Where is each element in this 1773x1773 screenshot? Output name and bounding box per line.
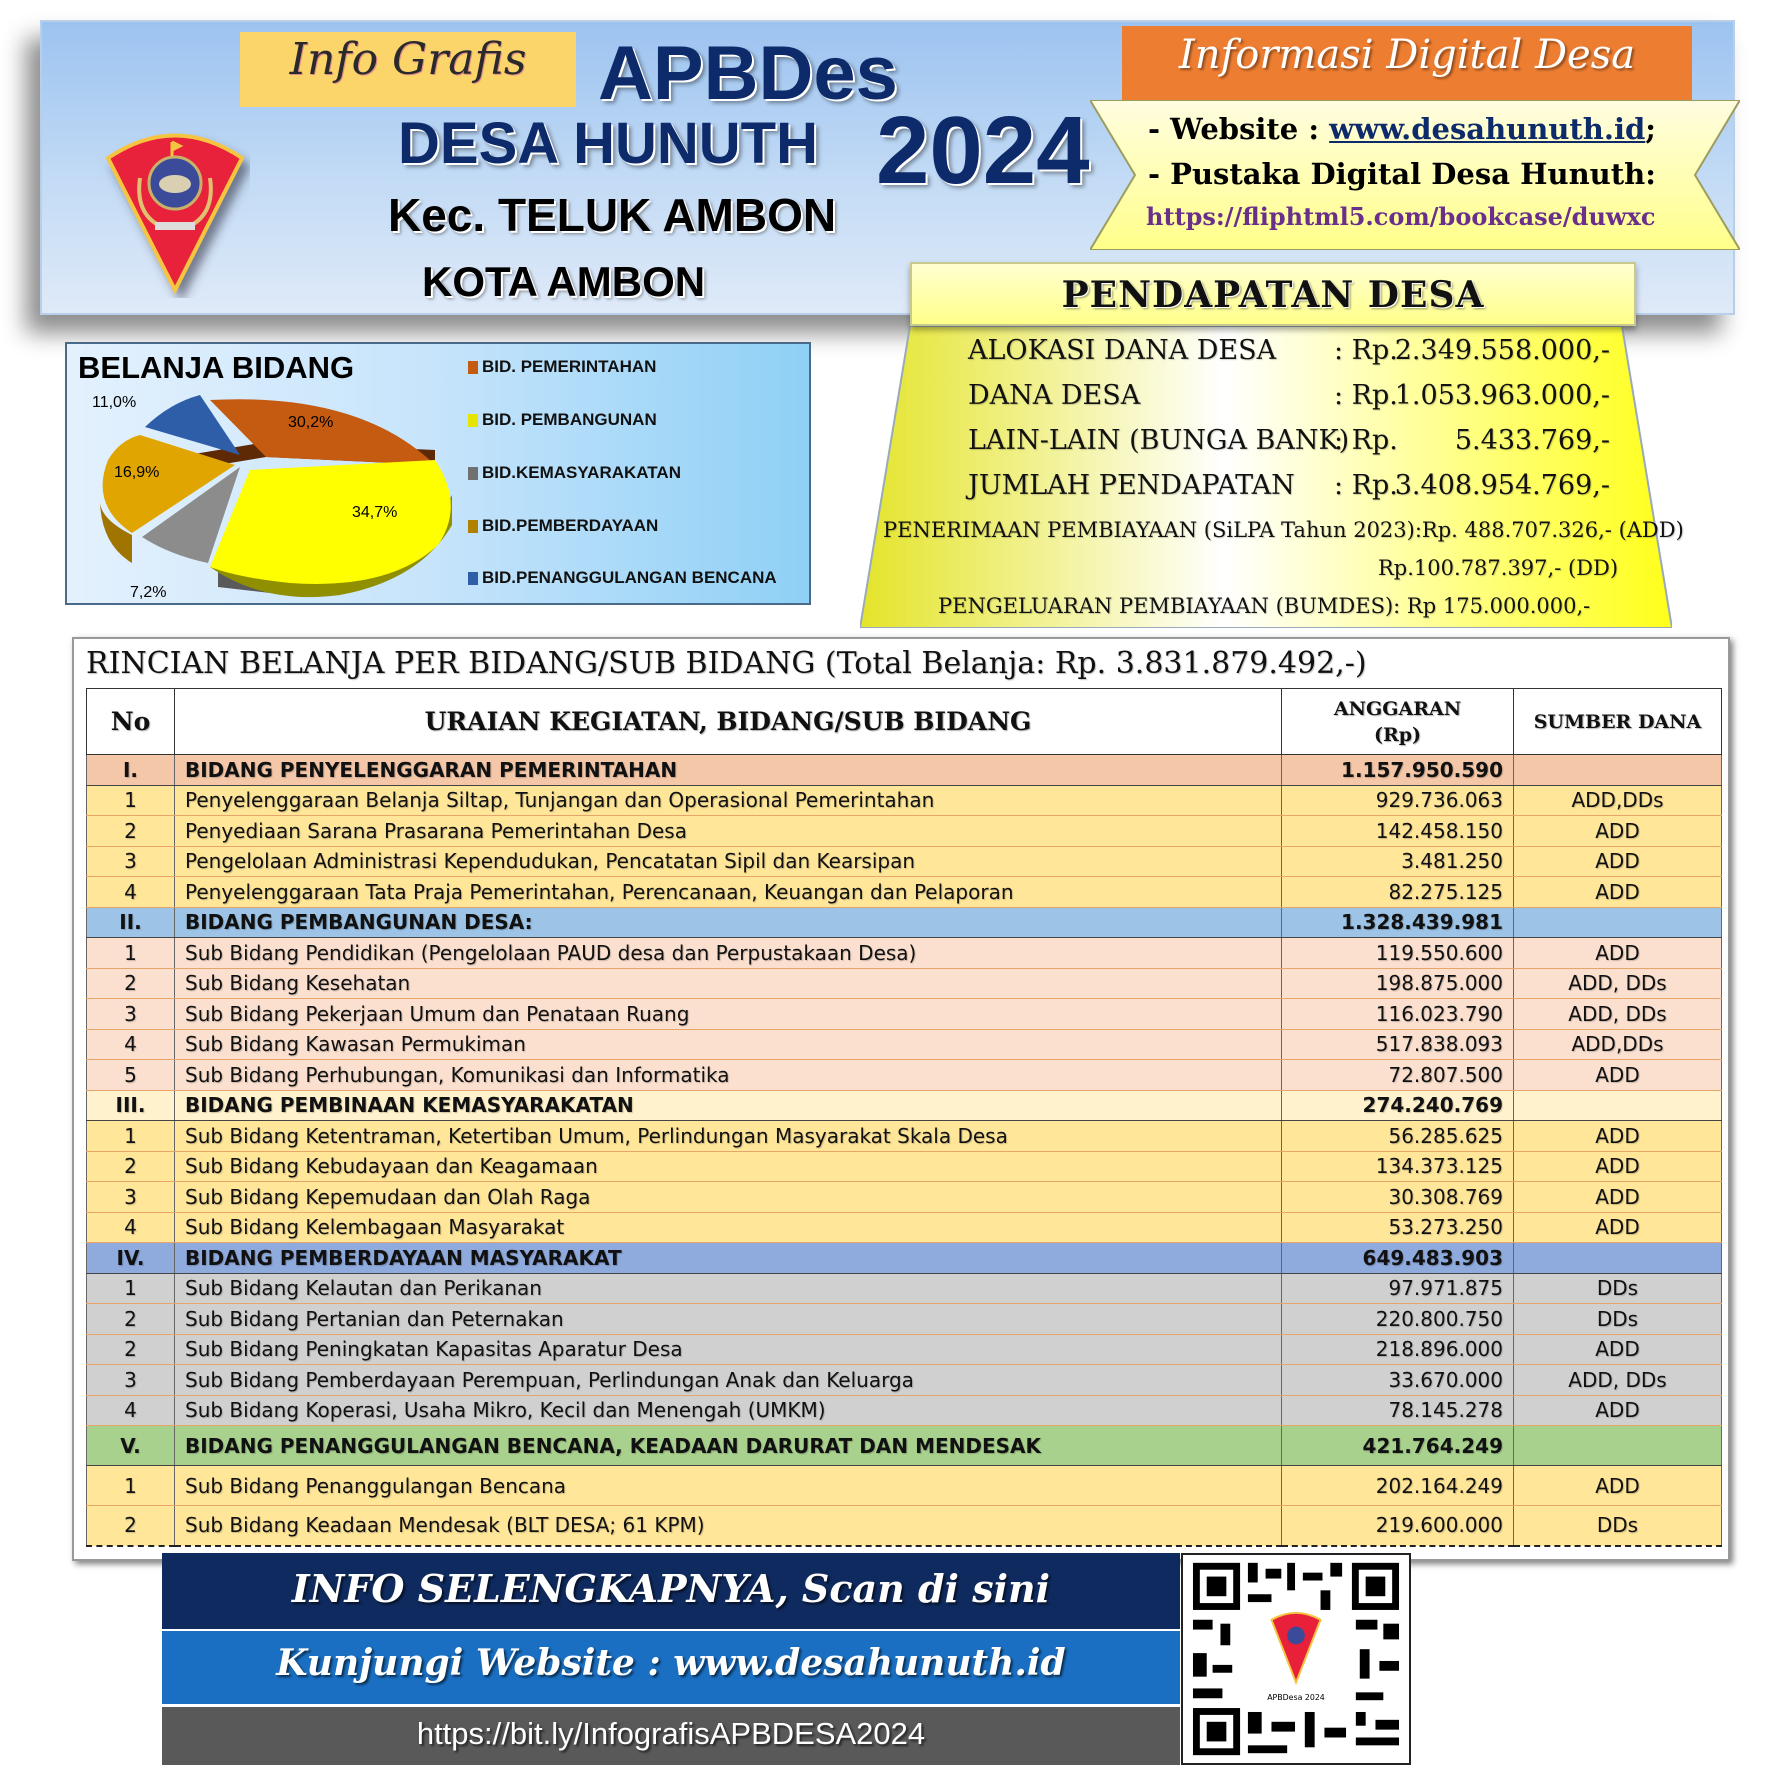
pendapatan-colon: : Rp.: [1334, 380, 1398, 411]
cell-sumber: DDs: [1514, 1506, 1722, 1546]
cell-uraian: Sub Bidang Perhubungan, Komunikasi dan Informatika: [175, 1060, 1282, 1091]
cell-sumber: [1514, 1090, 1722, 1121]
pie-chart: [90, 385, 470, 610]
table-row: [87, 1506, 1722, 1546]
cell-sumber: ADD: [1514, 1212, 1722, 1243]
table-row: [87, 816, 1722, 847]
cell-uraian: Sub Bidang Kelembagaan Masyarakat: [175, 1212, 1282, 1243]
pendapatan-colon: : Rp.: [1334, 335, 1398, 366]
pendapatan-label: JUMLAH PENDAPATAN: [968, 470, 1295, 501]
cell-uraian: BIDANG PEMBERDAYAAN MASYARAKAT: [175, 1243, 1282, 1274]
legend-label: BID. PEMERINTAHAN: [482, 357, 657, 376]
cell-no: 2: [87, 1334, 175, 1365]
cell-sumber: ADD: [1514, 816, 1722, 847]
cell-uraian: Sub Bidang Penanggulangan Bencana: [175, 1466, 1282, 1506]
cell-uraian: Pengelolaan Administrasi Kependudukan, Pencatatan Sipil dan Kearsipan: [175, 846, 1282, 877]
cell-anggaran: 1.157.950.590: [1282, 755, 1514, 786]
page-title: APBDes: [598, 31, 898, 116]
cell-no: IV.: [87, 1243, 175, 1274]
legend-swatch: [468, 361, 478, 374]
cell-sumber: ADD, DDs: [1514, 1365, 1722, 1396]
cell-sumber: DDs: [1514, 1304, 1722, 1335]
cell-uraian: Sub Bidang Kawasan Permukiman: [175, 1029, 1282, 1060]
cell-no: 1: [87, 1273, 175, 1304]
cell-sumber: ADD, DDs: [1514, 999, 1722, 1030]
pendapatan-amount: 3.408.954.769,-: [1394, 470, 1610, 501]
cell-uraian: Penyelenggaraan Belanja Siltap, Tunjangan dan Operasional Pemerintahan: [175, 785, 1282, 816]
penerimaan-pembiayaan-dd: Rp.100.787.397,- (DD): [1378, 556, 1619, 580]
table-row: [87, 1273, 1722, 1304]
cell-sumber: [1514, 907, 1722, 938]
pendapatan-colon: : Rp.: [1334, 470, 1398, 501]
cell-anggaran: 421.764.249: [1282, 1426, 1514, 1466]
legend-item-pemberdayaan: [468, 516, 658, 536]
pendapatan-label: ALOKASI DANA DESA: [968, 335, 1277, 366]
cell-no: 5: [87, 1060, 175, 1091]
cell-anggaran: 220.800.750: [1282, 1304, 1514, 1335]
cell-no: III.: [87, 1090, 175, 1121]
legend-item-penanggulangan: [468, 568, 777, 588]
cell-no: 3: [87, 1365, 175, 1396]
table-row: [87, 846, 1722, 877]
table-caption: RINCIAN BELANJA PER BIDANG/SUB BIDANG (Total Belanja: Rp. 3.831.879.492,-): [86, 646, 1367, 681]
pendapatan-amount: 2.349.558.000,-: [1394, 335, 1610, 366]
cell-sumber: ADD,DDs: [1514, 1029, 1722, 1060]
qr-caption: APBDesa 2024: [1267, 1693, 1325, 1703]
cell-anggaran: 274.240.769: [1282, 1090, 1514, 1121]
table-row: [87, 1212, 1722, 1243]
cell-sumber: ADD: [1514, 1121, 1722, 1152]
kecamatan: Kec. TELUK AMBON: [388, 189, 837, 241]
table-row: [87, 1334, 1722, 1365]
infografis-label: Info Grafis: [289, 34, 527, 85]
cell-sumber: [1514, 755, 1722, 786]
cell-uraian: Sub Bidang Kebudayaan dan Keagamaan: [175, 1151, 1282, 1182]
cell-no: 2: [87, 816, 175, 847]
info-digital-title: Informasi Digital Desa: [1178, 32, 1636, 78]
cell-sumber: ADD: [1514, 877, 1722, 908]
cell-uraian: Penyediaan Sarana Prasarana Pemerintahan Desa: [175, 816, 1282, 847]
cell-uraian: Sub Bidang Kepemudaan dan Olah Raga: [175, 1182, 1282, 1213]
table-row: [87, 1466, 1722, 1506]
belanja-table: [86, 688, 1722, 1547]
table-row: [87, 1395, 1722, 1426]
cell-no: 4: [87, 1212, 175, 1243]
cell-no: 3: [87, 1182, 175, 1213]
legend-label: BID.PENANGGULANGAN BENCANA: [482, 568, 777, 587]
cell-sumber: ADD: [1514, 1395, 1722, 1426]
cell-no: V.: [87, 1426, 175, 1466]
scan-text: INFO SELENGKAPNYA, Scan di sini: [291, 1566, 1051, 1611]
cell-no: 1: [87, 1121, 175, 1152]
cell-uraian: Sub Bidang Pemberdayaan Perempuan, Perlindungan Anak dan Keluarga: [175, 1365, 1282, 1396]
legend-swatch: [468, 520, 478, 533]
legend-item-pemerintahan: [468, 357, 656, 377]
legend-swatch: [468, 414, 478, 427]
cell-no: 2: [87, 1304, 175, 1335]
legend-swatch: [468, 467, 478, 480]
cell-sumber: ADD: [1514, 1466, 1722, 1506]
cell-anggaran: 3.481.250: [1282, 846, 1514, 877]
cell-anggaran: 53.273.250: [1282, 1212, 1514, 1243]
table-row: [87, 968, 1722, 999]
cell-uraian: Sub Bidang Keadaan Mendesak (BLT DESA; 61 KPM): [175, 1506, 1282, 1546]
cell-anggaran: 72.807.500: [1282, 1060, 1514, 1091]
cell-sumber: [1514, 1243, 1722, 1274]
pengeluaran-pembiayaan: PENGELUARAN PEMBIAYAAN (BUMDES): Rp 175.000.000,-: [938, 594, 1591, 618]
website-label: - Website :: [1148, 112, 1330, 146]
legend-label: BID.KEMASYARAKATAN: [482, 463, 681, 482]
cell-sumber: DDs: [1514, 1273, 1722, 1304]
cell-sumber: ADD, DDs: [1514, 968, 1722, 999]
cell-no: 4: [87, 1395, 175, 1426]
cell-no: 3: [87, 846, 175, 877]
pustaka-link[interactable]: https://fliphtml5.com/bookcase/duwxc: [1146, 202, 1656, 231]
cell-no: 4: [87, 1029, 175, 1060]
cell-anggaran: 517.838.093: [1282, 1029, 1514, 1060]
pendapatan-title: PENDAPATAN DESA: [1061, 274, 1485, 316]
table-section-row: [87, 1090, 1722, 1121]
legend-item-kemasyarakatan: [468, 463, 681, 483]
cell-sumber: ADD: [1514, 938, 1722, 969]
cell-anggaran: 1.328.439.981: [1282, 907, 1514, 938]
table-row: [87, 1060, 1722, 1091]
cell-sumber: ADD: [1514, 1182, 1722, 1213]
pendapatan-label: LAIN-LAIN (BUNGA BANK): [968, 425, 1350, 456]
pie-label-pemberdayaan: 16,9%: [114, 464, 160, 481]
table-section-row: [87, 755, 1722, 786]
pie-label-kemasyarakatan: 7,2%: [130, 584, 167, 601]
cell-sumber: ADD,DDs: [1514, 785, 1722, 816]
table-row: [87, 1151, 1722, 1182]
kota: KOTA AMBON: [422, 258, 706, 305]
table-row: [87, 1304, 1722, 1335]
anggaran-unit: (Rp): [1373, 723, 1422, 746]
col-header-uraian: URAIAN KEGIATAN, BIDANG/SUB BIDANG: [175, 689, 1282, 755]
col-header-no: No: [87, 689, 175, 755]
cell-uraian: Sub Bidang Kelautan dan Perikanan: [175, 1273, 1282, 1304]
cell-anggaran: 649.483.903: [1282, 1243, 1514, 1274]
legend-item-pembangunan: [468, 410, 657, 430]
cell-uraian: BIDANG PENANGGULANGAN BENCANA, KEADAAN DARURAT DAN MENDESAK: [175, 1426, 1282, 1466]
cell-no: 2: [87, 968, 175, 999]
cell-anggaran: 30.308.769: [1282, 1182, 1514, 1213]
pustaka-label: - Pustaka Digital Desa Hunuth:: [1148, 157, 1656, 191]
cell-uraian: Sub Bidang Pendidikan (Pengelolaan PAUD desa dan Perpustakaan Desa): [175, 938, 1282, 969]
cell-anggaran: 97.971.875: [1282, 1273, 1514, 1304]
desa-name: DESA HUNUTH: [398, 111, 818, 176]
cell-uraian: Sub Bidang Pertanian dan Peternakan: [175, 1304, 1282, 1335]
cell-anggaran: 119.550.600: [1282, 938, 1514, 969]
cell-no: 1: [87, 785, 175, 816]
cell-anggaran: 929.736.063: [1282, 785, 1514, 816]
website-text[interactable]: Kunjungi Website : www.desahunuth.id: [276, 1642, 1066, 1684]
legend-swatch: [468, 572, 478, 585]
table-row: [87, 785, 1722, 816]
cell-anggaran: 56.285.625: [1282, 1121, 1514, 1152]
cell-uraian: Sub Bidang Ketentraman, Ketertiban Umum, Perlindungan Masyarakat Skala Desa: [175, 1121, 1282, 1152]
cell-uraian: Sub Bidang Pekerjaan Umum dan Penataan Ruang: [175, 999, 1282, 1030]
table-row: [87, 1029, 1722, 1060]
table-row: [87, 877, 1722, 908]
table-row: [87, 1365, 1722, 1396]
pendapatan-label: DANA DESA: [968, 380, 1141, 411]
table-row: [87, 1121, 1722, 1152]
cell-anggaran: 116.023.790: [1282, 999, 1514, 1030]
legend-label: BID. PEMBANGUNAN: [482, 410, 657, 429]
cell-no: 3: [87, 999, 175, 1030]
cell-no: 2: [87, 1506, 175, 1546]
pie-label-penanggulangan: 11,0%: [92, 394, 137, 411]
cell-anggaran: 218.896.000: [1282, 1334, 1514, 1365]
cell-sumber: ADD: [1514, 1060, 1722, 1091]
village-emblem-icon: [100, 118, 250, 298]
cell-sumber: ADD: [1514, 1151, 1722, 1182]
cell-anggaran: 134.373.125: [1282, 1151, 1514, 1182]
table-section-row: [87, 1426, 1722, 1466]
year: 2024: [876, 97, 1090, 204]
cell-no: 1: [87, 938, 175, 969]
qr-code-icon[interactable]: [1181, 1553, 1411, 1765]
website-link-line: [1148, 112, 1656, 146]
cell-anggaran: 78.145.278: [1282, 1395, 1514, 1426]
cell-anggaran: 142.458.150: [1282, 816, 1514, 847]
cell-uraian: BIDANG PEMBANGUNAN DESA:: [175, 907, 1282, 938]
cell-uraian: BIDANG PENYELENGGARAN PEMERINTAHAN: [175, 755, 1282, 786]
cell-no: 1: [87, 1466, 175, 1506]
cell-no: I.: [87, 755, 175, 786]
cell-anggaran: 202.164.249: [1282, 1466, 1514, 1506]
cell-anggaran: 219.600.000: [1282, 1506, 1514, 1546]
table-section-row: [87, 907, 1722, 938]
cell-uraian: Penyelenggaraan Tata Praja Pemerintahan, Perencanaan, Keuangan dan Pelaporan: [175, 877, 1282, 908]
cell-anggaran: 33.670.000: [1282, 1365, 1514, 1396]
table-row: [87, 938, 1722, 969]
cell-no: II.: [87, 907, 175, 938]
cell-anggaran: 198.875.000: [1282, 968, 1514, 999]
table-row: [87, 999, 1722, 1030]
website-link[interactable]: www.desahunuth.id: [1329, 112, 1646, 146]
chart-title: BELANJA BIDANG: [78, 350, 355, 385]
cell-uraian: Sub Bidang Kesehatan: [175, 968, 1282, 999]
pendapatan-amount: 1.053.963.000,-: [1394, 380, 1610, 411]
penerimaan-pembiayaan: PENERIMAAN PEMBIAYAAN (SiLPA Tahun 2023):Rp. 488.707.326,- (ADD): [883, 518, 1684, 542]
cell-sumber: [1514, 1426, 1722, 1466]
cell-uraian: Sub Bidang Peningkatan Kapasitas Aparatur Desa: [175, 1334, 1282, 1365]
cell-sumber: ADD: [1514, 846, 1722, 877]
col-header-anggaran: [1282, 689, 1514, 755]
anggaran-label: ANGGARAN: [1333, 697, 1462, 720]
legend-label: BID.PEMBERDAYAAN: [482, 516, 659, 535]
table-section-row: [87, 1243, 1722, 1274]
short-link[interactable]: https://bit.ly/InfografisAPBDESA2024: [416, 1716, 926, 1751]
table-row: [87, 1182, 1722, 1213]
cell-no: 2: [87, 1151, 175, 1182]
pendapatan-amount: 5.433.769,-: [1454, 425, 1610, 456]
cell-anggaran: 82.275.125: [1282, 877, 1514, 908]
cell-sumber: ADD: [1514, 1334, 1722, 1365]
col-header-sumber: SUMBER DANA: [1514, 689, 1722, 755]
cell-uraian: BIDANG PEMBINAAN KEMASYARAKATAN: [175, 1090, 1282, 1121]
pie-label-pemerintahan: 30,2%: [288, 414, 334, 431]
website-suffix: ;: [1645, 112, 1657, 146]
pendapatan-colon: : Rp.: [1334, 425, 1398, 456]
cell-no: 4: [87, 877, 175, 908]
pie-label-pembangunan: 34,7%: [352, 504, 398, 521]
cell-uraian: Sub Bidang Koperasi, Usaha Mikro, Kecil dan Menengah (UMKM): [175, 1395, 1282, 1426]
